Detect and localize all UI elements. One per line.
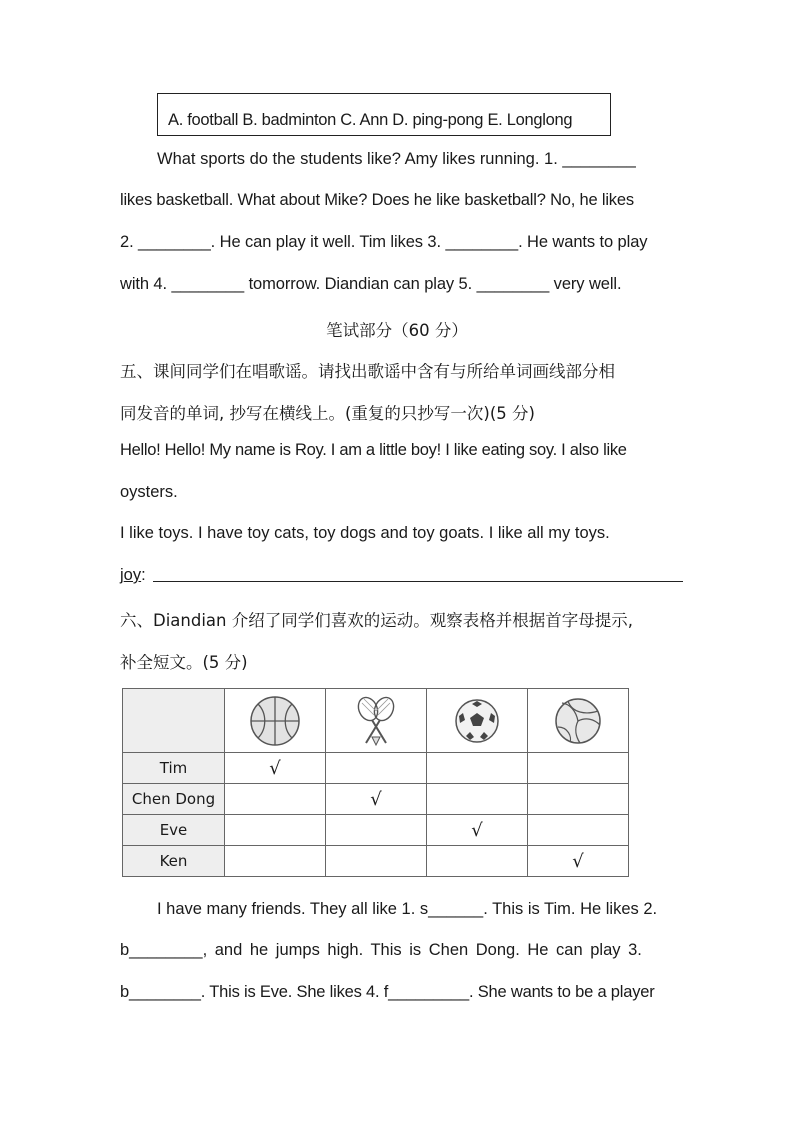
- volleyball-icon: [528, 689, 629, 753]
- check-cell: [225, 815, 326, 846]
- answer-word: [120, 566, 146, 585]
- check-cell: √: [326, 784, 427, 815]
- passage2-line-3: b________. This is Eve. She likes 4. f_________. She wants to be a player: [120, 983, 655, 1001]
- table-row: [123, 815, 629, 846]
- table-header-row: [123, 689, 629, 753]
- check-cell: [528, 784, 629, 815]
- answer-word-prefix: j: [120, 566, 124, 584]
- check-cell: [326, 753, 427, 784]
- row-name: Chen Dong: [123, 784, 225, 815]
- check-cell: [225, 846, 326, 877]
- passage1-line-1: What sports do the students like? Amy likes running. 1. ________: [157, 150, 636, 168]
- q5-instruction-line-1: 五、课间同学们在唱歌谣。请找出歌谣中含有与所给单词画线部分相: [120, 362, 615, 381]
- passage2-line-1: I have many friends. They all like 1. s______. This is Tim. He likes 2.: [157, 900, 658, 918]
- football-icon: [427, 689, 528, 753]
- written-section-title: 笔试部分（60 分）: [326, 321, 468, 340]
- passage1-line-2: likes basketball. What about Mike? Does he like basketball? No, he likes: [120, 191, 634, 209]
- row-name: Tim: [123, 753, 225, 784]
- check-cell: √: [528, 846, 629, 877]
- check-cell: [326, 846, 427, 877]
- table-row: [123, 784, 629, 815]
- q6-instruction-line-1: 六、Diandian 介绍了同学们喜欢的运动。观察表格并根据首字母提示,: [120, 611, 633, 630]
- table-row: [123, 846, 629, 877]
- chant-line-1: Hello! Hello! My name is Roy. I am a little boy! I like eating soy. I also like: [120, 441, 627, 459]
- q5-instruction-line-2: 同发音的单词, 抄写在横线上。(重复的只抄写一次)(5 分): [120, 404, 535, 423]
- answer-word-underlined: oy: [123, 566, 142, 584]
- passage1-line-4: with 4. ________ tomorrow. Diandian can play 5. ________ very well.: [120, 275, 622, 293]
- check-cell: [225, 784, 326, 815]
- chant-line-2: oysters.: [120, 483, 178, 501]
- check-cell: [427, 784, 528, 815]
- check-cell: √: [225, 753, 326, 784]
- chant-line-3: I like toys. I have toy cats, toy dogs and toy goats. I like all my toys.: [120, 524, 610, 542]
- passage2-line-2: b________, and he jumps high. This is Chen Dong. He can play 3.: [120, 941, 642, 959]
- q6-instruction-line-2: 补全短文。(5 分): [120, 653, 248, 672]
- empty-header-cell: [123, 689, 225, 753]
- row-name: Eve: [123, 815, 225, 846]
- options-text: A. football B. badminton C. Ann D. ping-pong E. Longlong: [168, 111, 573, 129]
- check-cell: [528, 753, 629, 784]
- check-cell: [427, 846, 528, 877]
- options-box: [157, 93, 611, 136]
- badminton-icon: [326, 689, 427, 753]
- check-cell: [427, 753, 528, 784]
- check-cell: [528, 815, 629, 846]
- row-name: Ken: [123, 846, 225, 877]
- basketball-icon: [225, 689, 326, 753]
- table-row: [123, 753, 629, 784]
- passage1-line-3: 2. ________. He can play it well. Tim likes 3. ________. He wants to play: [120, 233, 648, 251]
- sports-table: [122, 688, 629, 877]
- answer-blank-line[interactable]: [153, 581, 683, 582]
- check-cell: [326, 815, 427, 846]
- check-cell: √: [427, 815, 528, 846]
- answer-word-colon: :: [141, 566, 146, 584]
